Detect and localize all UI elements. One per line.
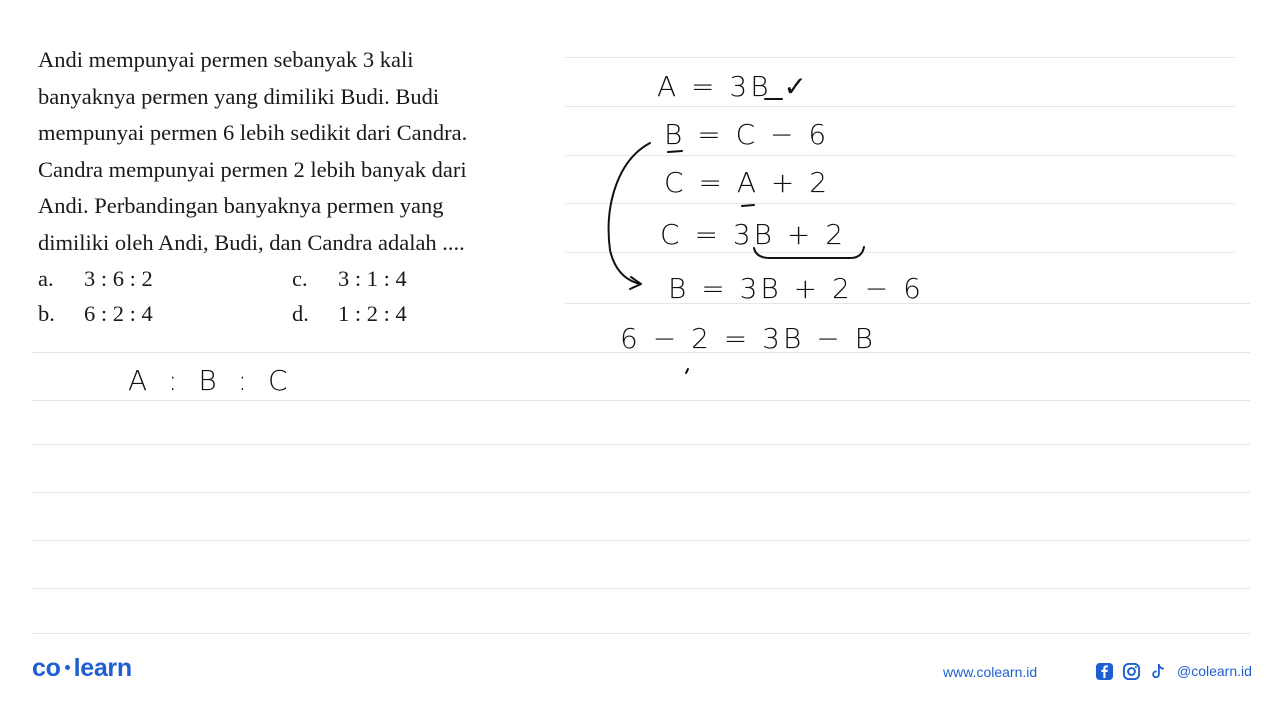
underline-stroke [742,205,754,206]
question-line: Andi. Perbandingan banyaknya permen yang [38,193,444,218]
ruled-line [565,106,1235,107]
question-line: mempunyai permen 6 lebih sedikit dari Candra. [38,120,468,145]
handwritten-ratio: A : B : C [128,364,294,397]
option-c [292,266,407,292]
handwritten-equation-5: B = 3B + 2 − 6 [668,272,924,305]
options-row [38,301,498,336]
ruled-line [565,203,1235,204]
website-link[interactable]: www.colearn.id [943,664,1038,680]
dot-mark [686,369,688,373]
question-line: banyaknya permen yang dimiliki Budi. Budi [38,83,440,109]
ruled-line [32,400,1250,401]
social-links [1094,661,1252,681]
facebook-icon[interactable] [1094,661,1114,681]
option-value: 3 : 6 : 2 [84,266,153,291]
option-value: 3 : 1 : 4 [338,266,407,291]
tiktok-icon[interactable] [1148,661,1168,681]
option-value: 6 : 2 : 4 [84,301,153,326]
ruled-line [565,252,1235,253]
question-line: Candra mempunyai permen 2 lebih banyak dari [38,156,467,182]
social-handle[interactable]: @colearn.id [1177,663,1252,679]
option-a [38,266,153,292]
option-letter: c. [292,266,308,291]
arrow-head [630,277,641,289]
instagram-icon[interactable] [1121,661,1141,681]
option-b [38,301,153,327]
ruled-line [32,588,1250,589]
ruled-line [32,492,1250,493]
ruled-line [565,155,1235,156]
answer-options [38,266,498,336]
option-letter: d. [292,301,309,326]
option-d [292,301,407,327]
option-letter: b. [38,301,55,326]
option-letter: a. [38,266,54,291]
handwritten-equation-4: C = 3B + 2 [660,218,847,251]
underline-stroke [668,151,682,152]
question-line: dimiliki oleh Andi, Budi, dan Candra adalah .... [38,229,465,255]
option-value: 1 : 2 : 4 [338,301,407,326]
colearn-logo [32,654,132,683]
logo-text-right: learn [73,654,132,682]
ruled-line [32,444,1250,445]
handwritten-equation-6: 6 − 2 = 3B − B [620,322,876,355]
bracket-arrow [609,143,650,284]
logo-dot [65,665,70,670]
logo-text-left: co [32,654,61,682]
handwritten-equation-2: B = C − 6 [664,118,830,151]
handwritten-equation-1: A = 3B ✓ [657,70,810,103]
ruled-line [32,633,1250,634]
question-text [38,42,552,261]
ruled-line [565,57,1235,58]
question-line: Andi mempunyai permen sebanyak 3 kali [38,47,414,72]
options-row [38,266,498,301]
ruled-line [32,540,1250,541]
handwritten-equation-3: C = A + 2 [664,166,831,199]
